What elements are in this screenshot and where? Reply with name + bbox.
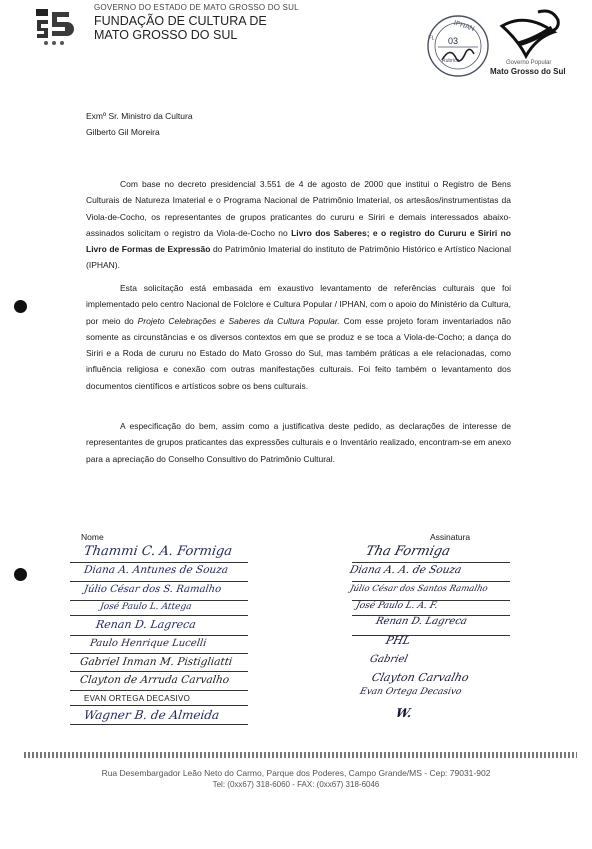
signer-name: Júlio César dos S. Ramalho <box>83 584 222 595</box>
stamp-left-text: Fl. <box>428 36 435 42</box>
signature-line <box>352 562 510 563</box>
signature-line <box>70 635 248 636</box>
punch-hole <box>14 300 27 313</box>
signer-name: José Paulo L. Attega <box>99 602 193 612</box>
footer-divider <box>24 752 577 758</box>
signer-name: Gabriel Inman M. Pistigliatti <box>79 656 234 668</box>
name-column-header: Nome <box>81 532 104 542</box>
org-parent-name: GOVERNO DO ESTADO DE MATO GROSSO DO SUL <box>94 3 299 12</box>
signature-line <box>352 600 510 601</box>
recipient-name: Gilberto Gil Moreira <box>86 127 160 137</box>
signer-name: Diana A. Antunes de Souza <box>83 564 229 576</box>
signature-line <box>70 690 248 691</box>
paragraph-basis <box>86 280 511 394</box>
signature-line <box>70 653 248 654</box>
signature-line <box>70 562 248 563</box>
stamp-number: 03 <box>448 36 459 46</box>
signature: Júlio César dos Santos Ramalho <box>348 584 489 594</box>
org-name-line2: MATO GROSSO DO SUL <box>94 28 238 42</box>
signature-line <box>352 615 510 616</box>
signature: Diana A. A. de Souza <box>348 564 463 576</box>
signer-name: EVAN ORTEGA DECASIVO <box>84 694 191 703</box>
org-name <box>94 14 354 42</box>
signature: Clayton Carvalho <box>370 671 471 684</box>
recipient-title: Exmº Sr. Ministro da Cultura <box>86 111 193 121</box>
stamp-top-text: IPHAN <box>452 19 476 33</box>
signer-name: Paulo Henrique Lucelli <box>89 638 208 649</box>
p1-text-d: do Patrimônio Imaterial do instituto de Patrimônio Histórico e Artístico Nacional (IPHAN). <box>86 244 511 271</box>
signature: Tha Formiga <box>364 544 452 559</box>
paragraph-annex: A especificação do bem, assim como a justificativa deste pedido, as declarações de interesse de representantes de grupos praticantes das expressões culturais e o Inventário realizado, encontram-se em anexo para a apreciação do Conselho Consultivo do Patrimônio Cultural. <box>86 421 511 464</box>
gov-label: Mato Grosso do Sul <box>490 67 566 76</box>
p1-bold-saberes: Livro dos Saberes <box>291 227 367 238</box>
signature-line <box>70 600 248 601</box>
p1-text-a: Com base no decreto presidencial 3.551 de 4 de agosto de 2000 que institui o Registro de Bens Culturais de Natureza Imaterial e o Programa Nacional de Patrimônio Imaterial, os artesãos/instrumentistas da Viola-de-Cocho, os representantes de grupos praticantes do cururu e Siriri e demais interessados abaixo-assinados solicitam o registro da Viola-de-Cocho no <box>86 179 511 238</box>
signature: Evan Ortega Decasivo <box>358 687 463 697</box>
signer-name: Thammi C. A. Formiga <box>82 544 234 559</box>
paragraph-request <box>86 176 511 274</box>
p1-text-c: ; e o registro do Cururu e Siriri no <box>366 227 511 238</box>
punch-hole <box>14 568 27 581</box>
p2-italic-project: Projeto Celebrações e Saberes da Cultura Popular. <box>137 315 340 326</box>
signer-name: Clayton de Arruda Carvalho <box>79 674 230 686</box>
iphan-stamp <box>420 12 500 82</box>
org-name-line1: FUNDAÇÃO DE CULTURA DE <box>94 14 267 28</box>
p2-text-b: Com esse projeto foram inventariados não somente as circunstâncias e os diversos contextos em que se produz e se toca a Viola-de-Cocho; a dança do Siriri e a Roda de cururu no Estado do Mato Grosso do Sul, mas também práticas a ele relacionadas, como influência religiosa e conexão com outras manifestações culturais. Foi feito também o levantamento dos documentos científicos e artísticos sobre os bens culturais. <box>86 315 512 391</box>
signature-line <box>70 615 248 616</box>
signature: Renan D. Lagreca <box>374 616 469 627</box>
p2-text-a: Esta solicitação está embasada em exaustivo levantamento de referências culturais que foi implementado pelo centro Nacional de Folclore e Cultura Popular / IPHAN, com o apoio do Ministério da Cultura, por meio do <box>86 283 511 326</box>
signer-name: Renan D. Lagreca <box>95 618 197 631</box>
signature: Gabriel <box>368 654 409 665</box>
signature-line <box>70 671 248 672</box>
footer-address: Rua Desembargador Leão Neto do Carmo, Parque dos Poderes, Campo Grande/MS - Cep: 79031-902 <box>101 768 491 778</box>
signer-name: Wagner B. de Almeida <box>83 708 221 722</box>
signature-line <box>70 581 248 582</box>
signature-line <box>352 635 510 636</box>
signature-column-header: Assinatura <box>430 532 471 542</box>
footer-phone: Tel: (0xx67) 318-6060 - FAX: (0xx67) 318-6046 <box>212 780 380 789</box>
signature: José Paulo L. A. F. <box>354 601 439 611</box>
p1-bold-formas: Livro de Formas de Expressão <box>86 244 211 255</box>
foundation-emblem-icon <box>34 6 74 46</box>
signature: W. <box>394 706 414 720</box>
gov-tagline: Governo Popular <box>506 60 552 66</box>
stamp-bottom-text: Rubrica <box>442 58 460 64</box>
signature: PHL <box>384 634 412 647</box>
signature-line <box>70 705 248 706</box>
signature-line <box>70 724 248 725</box>
signature-line <box>352 581 510 582</box>
